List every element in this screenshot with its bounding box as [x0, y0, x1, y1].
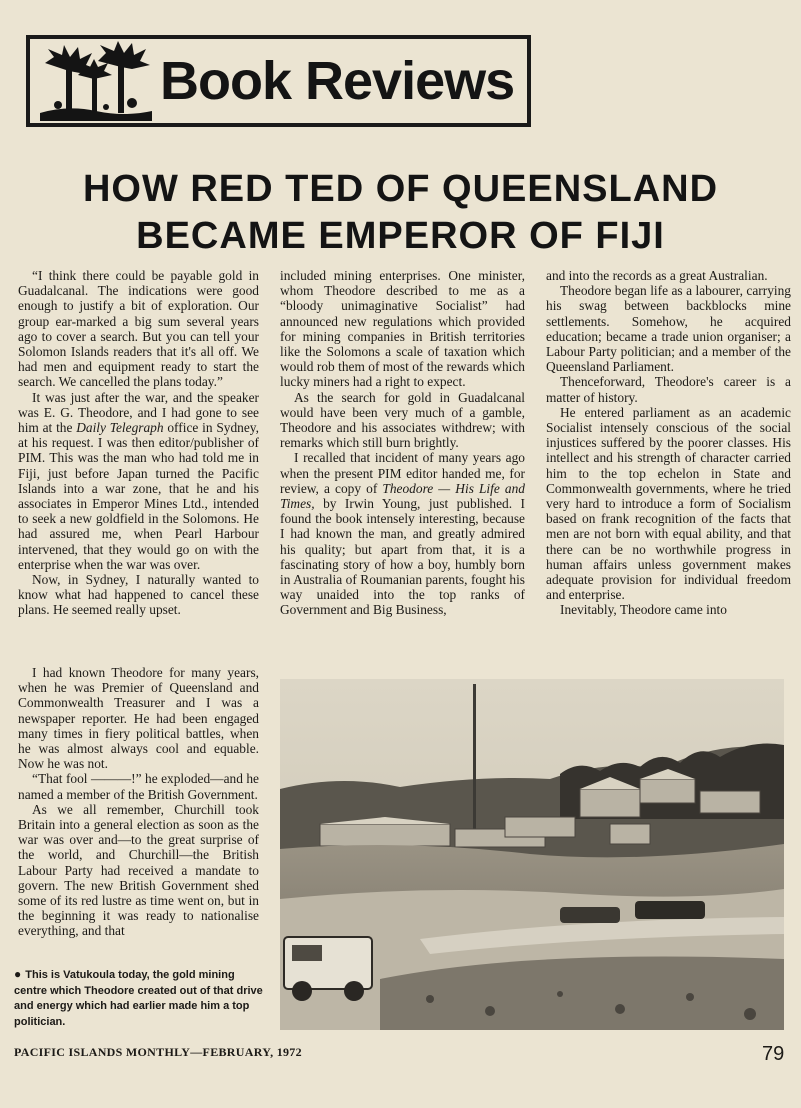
paragraph: I recalled that incident of many years ago when the present PIM editor handed me, for review, a copy of Theodore — His Life and Times, by Irwin Young, just published. I found the book intensely interesting, because I had known the man, and greatly admired his quality; but apart from that, it is a fascinating story of how a boy, humbly born in Australia of Roumanian parents, fought his way unaided into the top ranks of Government and Big Business, [280, 450, 525, 618]
article-column-1 [18, 268, 259, 618]
paragraph: and into the records as a great Australian. [546, 268, 768, 283]
paragraph: I had known Theodore for many years, when he was Premier of Queensland and Commonwealth Treasurer and I was a newspaper reporter. He had been engaged many times in fiery political battles, when he was almost always cool and equable. Now he was not. [18, 665, 259, 772]
paragraph: Now, in Sydney, I naturally wanted to know what had happened to cancel these plans. He seemed really upset. [18, 572, 259, 618]
paragraph: “I think there could be payable gold in Guadalcanal. The indications were good enough to justify a bit of exploration. Our group ear-marked a big sum several years ago to cover a search. But you can tell your Solomon Islands readers that it's all off. We had men and equipment ready to start the search. We cancelled the plans today.” [18, 268, 259, 390]
page-number: 79 [762, 1043, 785, 1065]
section-title: Book Reviews [160, 51, 515, 111]
paragraph: As we all remember, Churchill took Britain into a general election as soon as the war was over and—to the great surprise of the world, and Churchill—the British Labour Party had received a mandate to govern. The new British Government shed some of its red lustre as time went on, but in the beginning it was ready to nationalise everything, and that [18, 801, 259, 939]
article-headline-line-1: HOW RED TED OF QUEENSLAND [82, 168, 719, 210]
paragraph: included mining enterprises. One minister, whom Theodore described to me as a “bloody unimaginative Socialist” had announced new regulations which provided for mining companies in British territories like the Solomons a scale of taxation which would rob them of most of the rewards which lucky miners had a right to expect. [280, 268, 525, 390]
publication-footer: PACIFIC ISLANDS MONTHLY—FEBRUARY, 1972 [14, 1045, 302, 1059]
caption-text: This is Vatukoula today, the gold mining centre which Theodore created out of that drive and energy which had earlier made him a top politician. [14, 969, 263, 1028]
paragraph: As the search for gold in Guadalcanal would have been very much of a gamble, Theodore and his associates withdrew; with remarks which still burn brightly. [280, 389, 525, 451]
paragraph: He entered parliament as an academic Socialist intensely conscious of the social injustices suffered by the poorer classes. His intellect and his strength of character carried him to the top echelon in State and Commonwealth governments, where he tried very hard to introduce a form of Socialism based on frank recognition of the facts that men are not born with equal ability, and that there can be no worthwhile progress in human affairs unless government makes adequate provision for individual freedom and enterprise. [546, 404, 791, 603]
paragraph: “That fool ———!” he exploded—and he named a member of the British Government. [18, 771, 259, 802]
photo-caption [14, 967, 264, 1030]
palm-trees-icon [40, 41, 152, 121]
masthead [26, 35, 531, 127]
paragraph: Inevitably, Theodore came into [560, 602, 727, 618]
paragraph: It was just after the war, and the speaker was E. G. Theodore, and I had gone to see him at the Daily Telegraph office in Sydney, at his request. I was then editor/publisher of PIM. This was the man who had told me in Fiji, just before Japan turned the Pacific Islands into a war zone, that he and his associates in Emperor Mines Ltd., intended to seek a new goldfield in the Solomons. He had assured me, when Pearl Harbour intervened, that they would go on with the enterprise when the war was over. [18, 389, 259, 572]
paragraph: Thenceforward, Theodore's career is a matter of history. [546, 374, 791, 405]
mining-town-photo [280, 679, 784, 1030]
article-column-2 [280, 268, 525, 618]
article-column-1-continued [18, 665, 259, 939]
bullet-icon: ● [14, 967, 22, 981]
article-column-3 [546, 268, 791, 618]
article-headline-line-2: BECAME EMPEROR OF FIJI [136, 215, 665, 257]
paragraph: Theodore began life as a labourer, carrying his swag between backblocks mine settlements. Somehow, he acquired education; became a trade union organiser; a Labour Party politician; and a member of the Queensland Parliament. [546, 283, 791, 375]
